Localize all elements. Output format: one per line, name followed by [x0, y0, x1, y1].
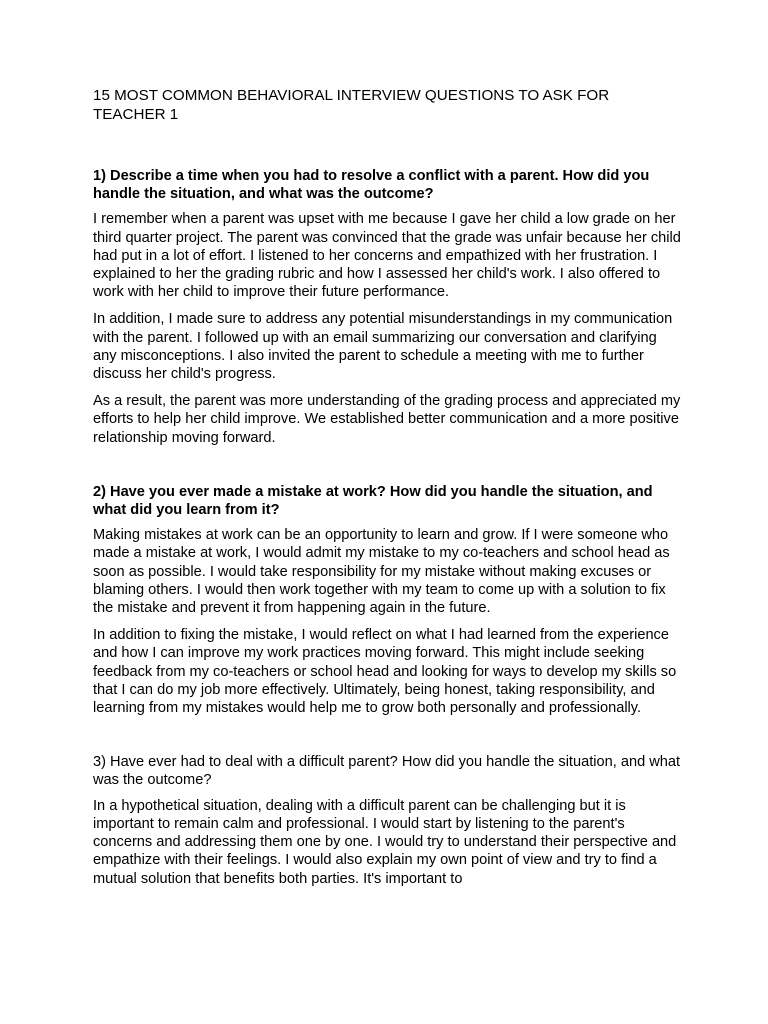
answer-paragraph: As a result, the parent was more understanding of the grading process and appreciated my efforts to help her child improve. We established better communication and a more positive relationship moving forward.	[93, 393, 681, 446]
question-section-3	[93, 753, 683, 887]
document-page	[93, 87, 683, 897]
question-heading: 1) Describe a time when you had to resolve a conflict with a parent. How did you handle the situation, and what was the outcome?	[93, 168, 650, 203]
answer-paragraph: In addition to fixing the mistake, I would reflect on what I had learned from the experience and how I can improve my work practices moving forward. This might include seeking feedback from my co-teachers or school head and looking for ways to develop my skills so that I can do my job more effectively. Ultimately, being honest, taking responsibility, and learning from my mistakes would help me to grow both personally and professionally.	[93, 627, 677, 717]
question-section-2	[93, 483, 683, 717]
question-section-1	[93, 167, 683, 447]
question-heading: 2) Have you ever made a mistake at work? How did you handle the situation, and what did you learn from it?	[93, 483, 653, 519]
answer-paragraph: In a hypothetical situation, dealing with a difficult parent can be challenging but it is important to remain calm and professional. I would start by listening to the parent's concerns and addressing them one by one. I would try to understand their perspective and empathize with their feelings. I would also explain my own point of view and try to find a mutual solution that benefits both parties. It's important to	[93, 797, 677, 887]
document-title: 15 MOST COMMON BEHAVIORAL INTERVIEW QUESTIONS TO ASK FOR TEACHER 1	[93, 87, 610, 123]
question-heading: 3) Have ever had to deal with a difficult parent? How did you handle the situation, and what was the outcome?	[93, 754, 681, 789]
answer-paragraph: Making mistakes at work can be an opportunity to learn and grow. If I were someone who made a mistake at work, I would admit my mistake to my co-teachers and school head as soon as possible. I would take responsibility for my mistake without making excuses or blaming others. I would then work together with my team to come up with a solution to fix the mistake and prevent it from happening again in the future.	[93, 527, 670, 617]
answer-paragraph: I remember when a parent was upset with me because I gave her child a low grade on her third quarter project. The parent was convinced that the grade was unfair because her child had put in a lot of effort. I listened to her concerns and empathized with her frustration. I explained to her the grading rubric and how I assessed her child's work. I also offered to work with her child to improve their future performance.	[93, 211, 681, 301]
answer-paragraph: In addition, I made sure to address any potential misunderstandings in my communication with the parent. I followed up with an email summarizing our conversation and clarifying any misconceptions. I also invited the parent to schedule a meeting with me to further discuss her child's progress.	[93, 311, 673, 383]
